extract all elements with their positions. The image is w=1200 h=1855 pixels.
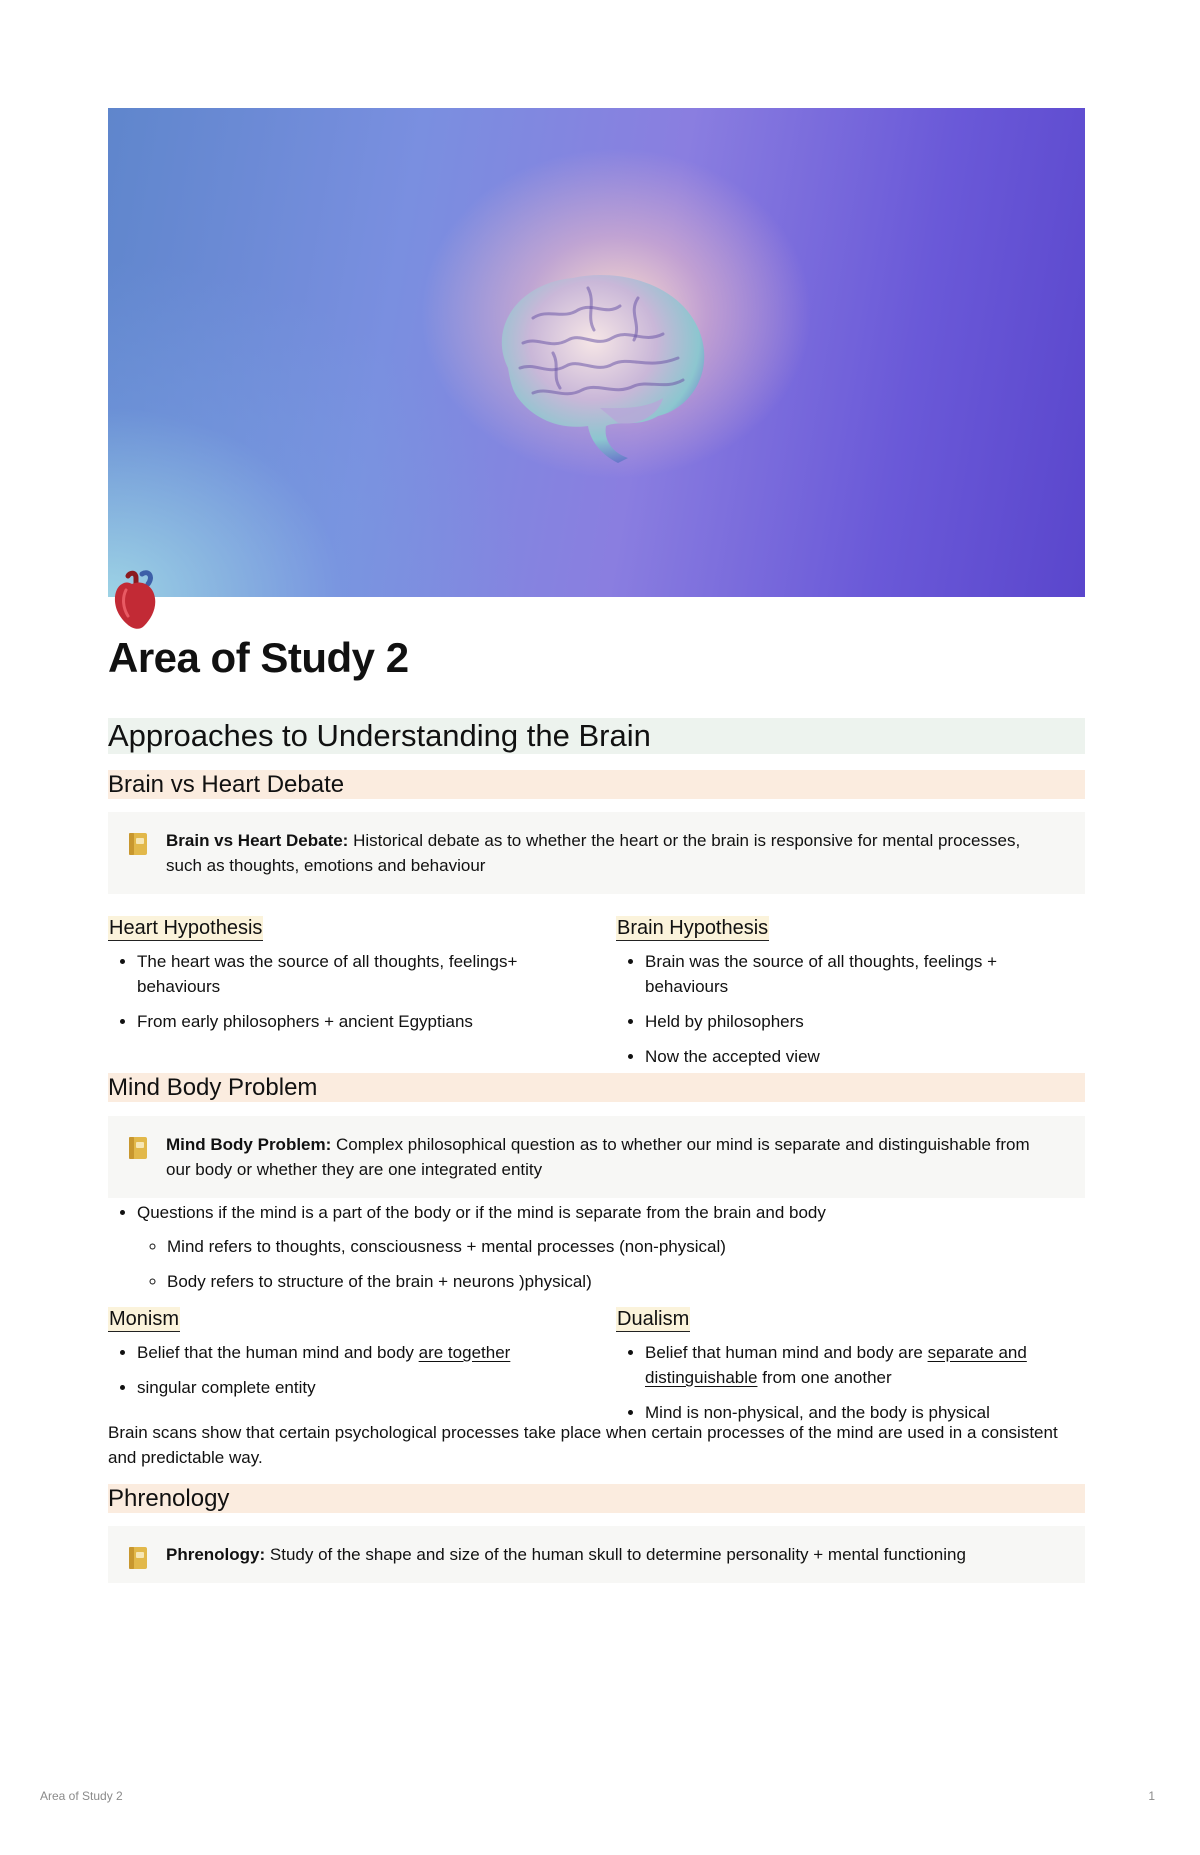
- monism-list: [108, 1340, 568, 1400]
- list-item: [645, 1340, 1076, 1390]
- callout-definition: Historical debate as to whether the heart or the brain is responsive for mental processes, such as thoughts, emotions and behaviour: [166, 831, 1021, 875]
- subheading-phrenology: [108, 1484, 1085, 1513]
- callout-brain-heart-debate: [108, 812, 1085, 894]
- cover-image: [108, 108, 1085, 597]
- anatomical-heart-icon: [108, 570, 164, 632]
- footer-page-number: 1: [1148, 1789, 1155, 1803]
- heart-hypothesis-column: [108, 916, 568, 1044]
- document-page: [108, 108, 1085, 1564]
- list-item: ◦ Body refers to structure of the brain + neurons )physical): [167, 1269, 1085, 1294]
- brain-scans-paragraph: Brain scans show that certain psychological processes take place when certain processes of the mind are used in a consistent and predictable way.: [108, 1423, 1058, 1467]
- footer-title: Area of Study 2: [40, 1789, 123, 1803]
- section-heading-approaches: [108, 718, 1085, 754]
- dualism-list: [616, 1340, 1076, 1425]
- sub-list: [137, 1234, 1085, 1294]
- list-item: • Mind is non-physical, and the body is physical: [645, 1400, 1076, 1425]
- callout-definition: Complex philosophical question as to whether our mind is separate and distinguishable from our body or whether they are one integrated entity: [166, 1135, 1030, 1179]
- notebook-icon: [126, 831, 150, 857]
- brain-icon: [478, 258, 718, 468]
- callout-term: Phrenology:: [166, 1545, 266, 1564]
- brain-hypothesis-list: [616, 949, 1076, 1069]
- list-item: • Brain was the source of all thoughts, feelings + behaviours: [645, 949, 1076, 999]
- callout-term: Mind Body Problem:: [166, 1135, 332, 1154]
- notebook-icon: [126, 1545, 150, 1571]
- heart-hypothesis-heading: Heart Hypothesis: [109, 917, 263, 939]
- question-text: Questions if the mind is a part of the body or if the mind is separate from the brain and body: [137, 1203, 826, 1222]
- underlined-text: separate and distinguishable: [645, 1343, 1027, 1387]
- list-item: [137, 1340, 568, 1365]
- dualism-column: [616, 1307, 1076, 1435]
- callout-term: Brain vs Heart Debate:: [166, 831, 349, 850]
- list-item: • Now the accepted view: [645, 1044, 1076, 1069]
- monism-heading: Monism: [109, 1308, 180, 1330]
- callout-definition: Study of the shape and size of the human skull to determine personality + mental functioning: [265, 1545, 966, 1564]
- page-title: Area of Study 2: [108, 634, 409, 681]
- brain-hypothesis-column: [616, 916, 1076, 1079]
- heading-text: Approaches to Understanding the Brain: [108, 718, 651, 753]
- item-text: from one another: [757, 1368, 892, 1387]
- question-list: [108, 1200, 1085, 1294]
- list-item: [137, 1200, 1085, 1294]
- subheading-brain-heart-debate: [108, 770, 1085, 799]
- heading-text: Brain vs Heart Debate: [108, 771, 345, 798]
- list-item: • singular complete entity: [137, 1375, 568, 1400]
- list-item: ◦ Mind refers to thoughts, consciousness + mental processes (non-physical): [167, 1234, 1085, 1259]
- list-item: • The heart was the source of all thoughts, feelings+ behaviours: [137, 949, 568, 999]
- heading-text: Phrenology: [108, 1485, 230, 1512]
- heart-hypothesis-list: [108, 949, 568, 1034]
- underlined-text: are together: [418, 1343, 511, 1362]
- notebook-icon: [126, 1135, 150, 1161]
- callout-phrenology: [108, 1526, 1085, 1583]
- list-item: • Held by philosophers: [645, 1009, 1076, 1034]
- mind-body-list: [108, 1200, 1085, 1304]
- subheading-mind-body-problem: [108, 1073, 1085, 1102]
- dualism-heading: Dualism: [617, 1308, 690, 1330]
- item-text: Belief that the human mind and body: [137, 1343, 419, 1362]
- brain-hypothesis-heading: Brain Hypothesis: [617, 917, 769, 939]
- list-item: • From early philosophers + ancient Egyptians: [137, 1009, 568, 1034]
- item-text: Belief that human mind and body are: [645, 1343, 928, 1362]
- callout-mind-body-problem: [108, 1116, 1085, 1198]
- heading-text: Mind Body Problem: [108, 1074, 318, 1101]
- monism-column: [108, 1307, 568, 1410]
